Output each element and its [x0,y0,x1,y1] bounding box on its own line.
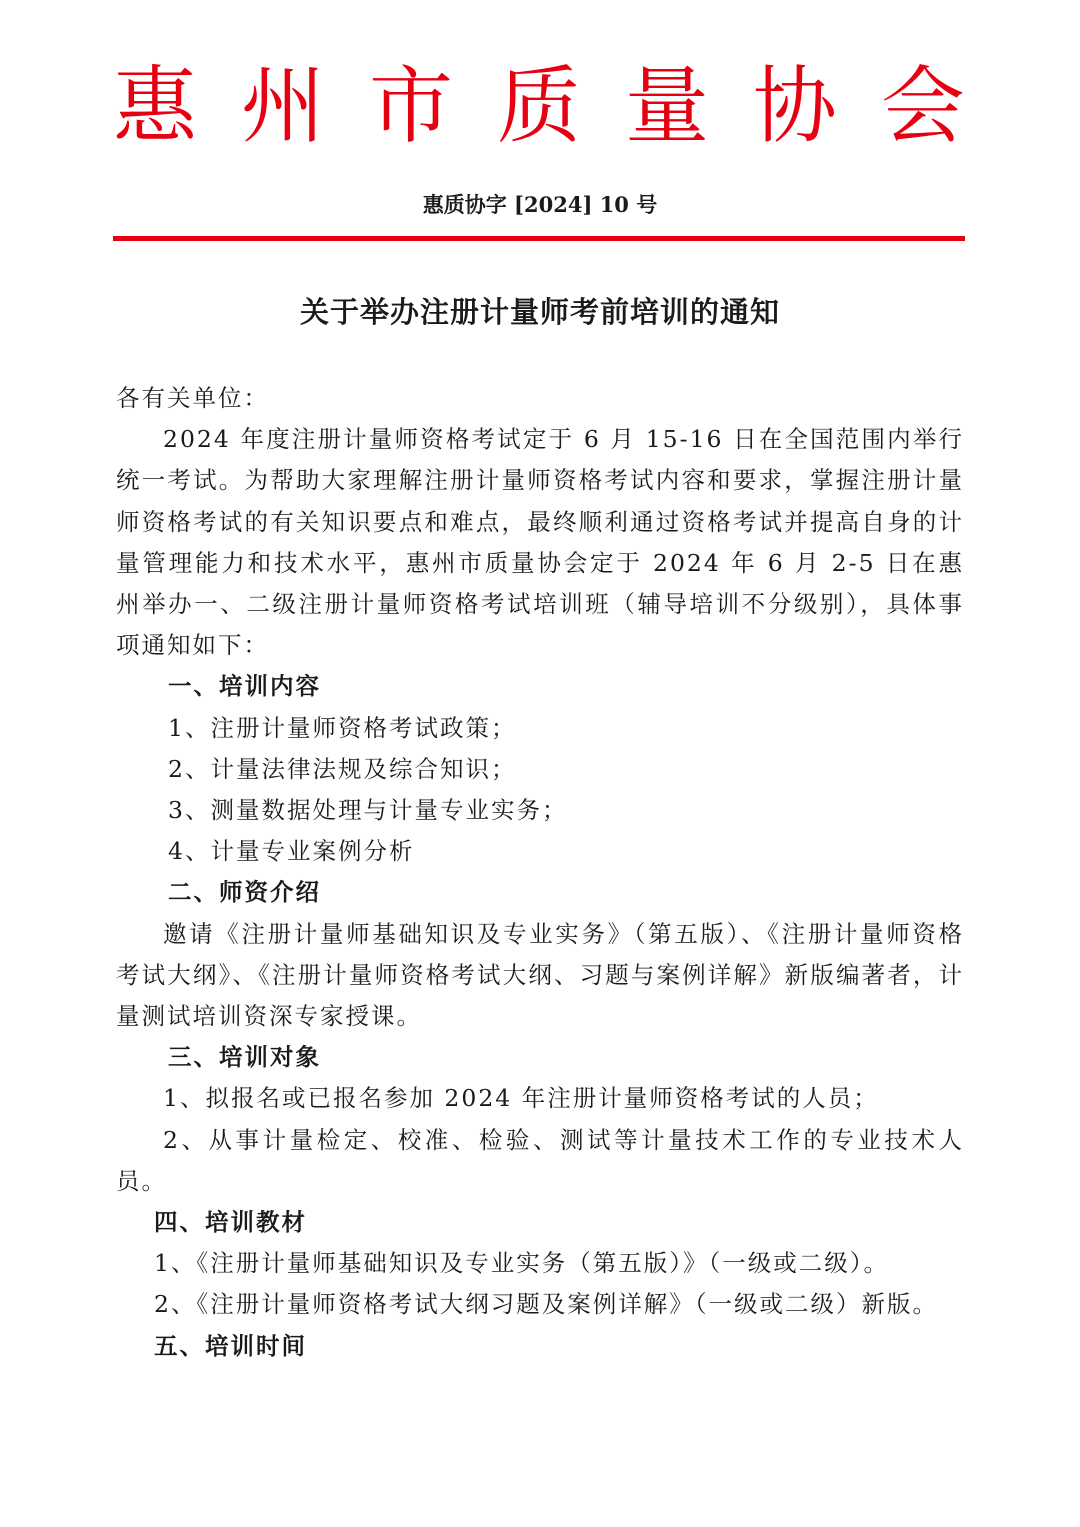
section-heading-content: 一、培训内容 [168,672,321,701]
faculty-paragraph: 邀请《注册计量师基础知识及专业实务》（第五版）、《注册计量师资格考试大纲》、《注册计量师资格考试大纲、习题与案例详解》新版编著者，计量测试培训资深专家授课。 [116,919,964,1031]
list-item: 2、《注册计量师资格考试大纲习题及案例详解》（一级或二级）新版。 [154,1290,938,1319]
organization-char: 会 [880,57,965,155]
organization-char: 市 [368,57,453,155]
organization-char: 质 [496,57,581,155]
notice-title: 关于举办注册计量师考前培训的通知 [299,295,780,329]
organization-name [113,58,965,154]
notice-body [116,378,964,1367]
list-item: 2、计量法律法规及综合知识； [168,754,517,783]
list-item: 2、从事计量检定、校准、检验、测试等计量技术工作的专业技术人员。 [116,1125,964,1195]
salutation: 各有关单位： [116,384,269,412]
section-heading-faculty: 二、师资介绍 [168,878,321,907]
list-item: 4、计量专业案例分析 [168,837,415,866]
section-heading-time: 五、培训时间 [154,1331,307,1360]
list-item: 1、注册计量师资格考试政策； [168,713,517,742]
intro-paragraph: 2024 年度注册计量师资格考试定于 6 月 15-16 日在全国范围内举行统一考试。为帮助大家理解注册计量师资格考试内容和要求，掌握注册计量师资格考试的有关知识要点和难点，最终顺利通过资格考试并提高自身的计量管理能力和技术水平，惠州市质量协会定于 2024 年 6 月 2-5 日在惠州举办一、二级注册计量师资格考试培训班（辅导培训不分级别），具体事项通知如下： [116,425,964,660]
section-heading-audience: 三、培训对象 [168,1043,321,1072]
organization-char: 量 [624,57,709,155]
document-number: 惠质协字 [2024] 10 号 [422,192,658,217]
section-heading-materials: 四、培训教材 [154,1208,307,1237]
red-divider-line [113,236,965,241]
organization-char: 协 [752,57,837,155]
organization-char: 惠 [113,57,198,155]
list-item: 1、《注册计量师基础知识及专业实务（第五版）》（一级或二级）。 [154,1249,889,1278]
list-item: 3、测量数据处理与计量专业实务； [168,796,568,825]
organization-char: 州 [240,57,325,155]
list-item: 1、拟报名或已报名参加 2024 年注册计量师资格考试的人员； [163,1084,879,1113]
